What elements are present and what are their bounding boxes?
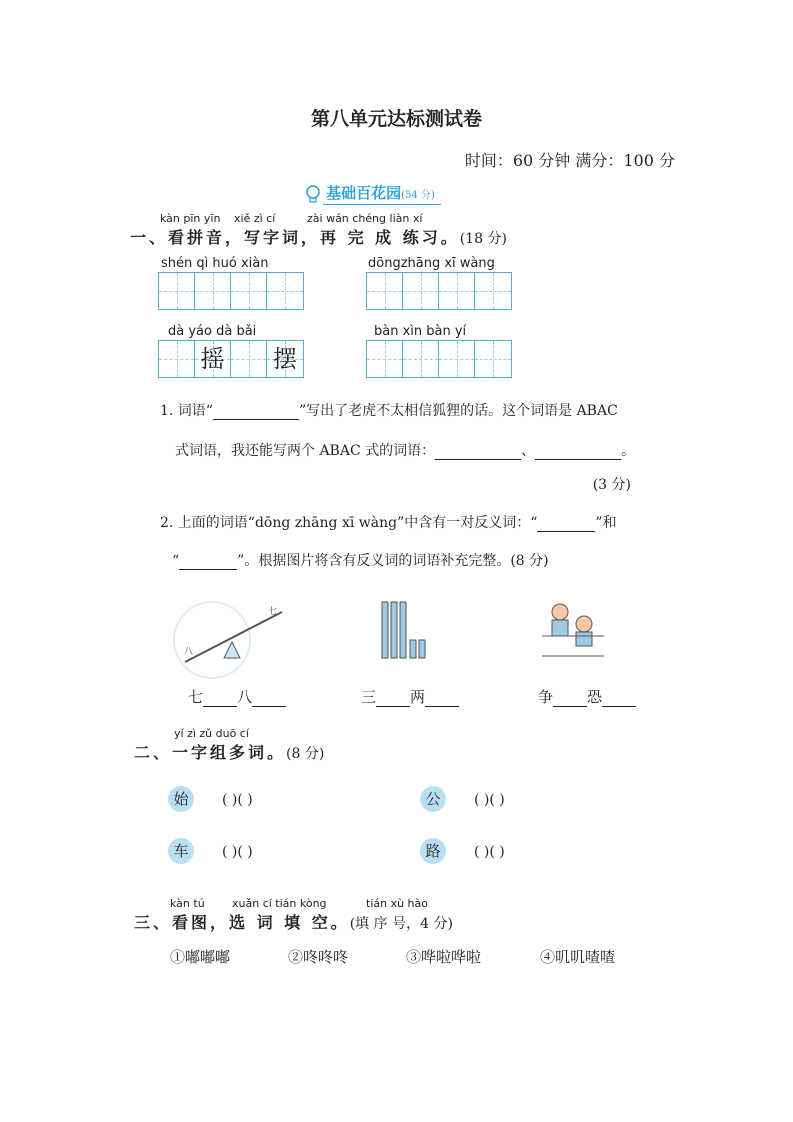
svg-text:七: 七 [268,606,278,616]
s3-pinyin-2: xuǎn cí tián kòng [232,897,327,910]
grid-3[interactable]: 摇 摆 [158,340,304,378]
section-1-heading [130,225,507,248]
paren-1[interactable]: ( )( ) [222,792,253,808]
fill-2-blank-2[interactable] [425,706,459,707]
lightbulb-icon [305,184,321,204]
fill-3-blank-1[interactable] [553,706,587,707]
fill-3: 争 恐 [538,686,636,707]
option-3: ③哗啦哗啦 [406,948,482,966]
q1-blank-2[interactable] [435,459,521,460]
word-char-3: 车 [168,838,194,864]
section-3-heading [134,910,453,933]
q1-blank-3[interactable] [535,459,621,460]
seesaw-picture [140,590,310,680]
section-3-title: 三、看图，选 词 填 空。 [134,913,350,932]
fill-2: 三 两 [361,686,459,707]
q1-points: (3 分) [592,477,631,493]
word-char-4: 路 [420,838,446,864]
page-title: 第八单元达标测试卷 [310,108,482,130]
sticks-picture [380,600,430,662]
section-2-heading [134,740,324,763]
section-1-title: 一、看拼音，写字词，再 完 成 练习。 [130,228,460,247]
badge-label: 基础百花园 [326,184,402,202]
option-2: ②咚咚咚 [288,948,349,966]
badge-score: (54 分) [401,190,435,201]
fill-1: 七 八 [188,686,286,707]
option-4: ④叽叽喳喳 [540,948,616,966]
q2-line2: “ ”。根据图片将含有反义词的词语补充完整。(8 分) [172,553,549,569]
q1-line1: 1. 词语“ ”写出了老虎不太相信狐狸的话。这个词语是 ABAC [160,403,618,419]
grid-1[interactable] [158,272,304,310]
grid-3-pinyin: dà yáo dà bǎi [168,324,257,339]
s3-pinyin-3: tián xù hào [366,897,428,910]
grid-4[interactable] [366,340,512,378]
s1-pinyin-3: zài wán chéng liàn xí [307,212,423,225]
paren-4[interactable]: ( )( ) [474,844,505,860]
fill-1-blank-1[interactable] [203,706,237,707]
q2-blank-1[interactable] [537,531,595,532]
word-char-2: 公 [420,786,446,812]
s2-pinyin: yí zì zǔ duō cí [174,727,249,740]
time-info: 时间：60 分钟 满分：100 分 [464,151,675,170]
option-1: ①嘟嘟嘟 [170,948,231,966]
fill-3-blank-2[interactable] [602,706,636,707]
paren-2[interactable]: ( )( ) [474,792,505,808]
fill-1-blank-2[interactable] [252,706,286,707]
grid-1-pinyin: shén qì huó xiàn [161,256,269,271]
grid-2-pinyin: dōngzhāng xī wàng [368,256,495,271]
section-2-points: (8 分) [286,746,325,762]
word-char-1: 始 [168,786,194,812]
s3-pinyin-1: kàn tú [170,897,205,910]
fill-2-blank-1[interactable] [376,706,410,707]
svg-text:八: 八 [184,646,194,656]
grid-2[interactable] [366,272,512,310]
q2-line1: 2. 上面的词语“dōng zhāng xī wàng”中含有一对反义词：“ ”和 [160,515,617,531]
grid-4-pinyin: bàn xìn bàn yí [374,324,467,339]
q1-line2: 式词语，我还能写两个 ABAC 式的词语： 、 。 [175,443,636,459]
children-picture [540,598,606,660]
section-3-points: (填 序 号，4 分) [349,916,453,932]
paren-3[interactable]: ( )( ) [222,844,253,860]
section-1-points: (18 分) [459,231,507,247]
s1-pinyin-2: xiě zì cí [234,212,276,225]
q2-blank-2[interactable] [179,569,237,570]
section-badge [305,182,435,204]
q1-blank-1[interactable] [213,419,299,420]
s1-pinyin-1: kàn pīn yīn [160,212,221,225]
section-2-title: 二、一字组多词。 [134,743,287,762]
